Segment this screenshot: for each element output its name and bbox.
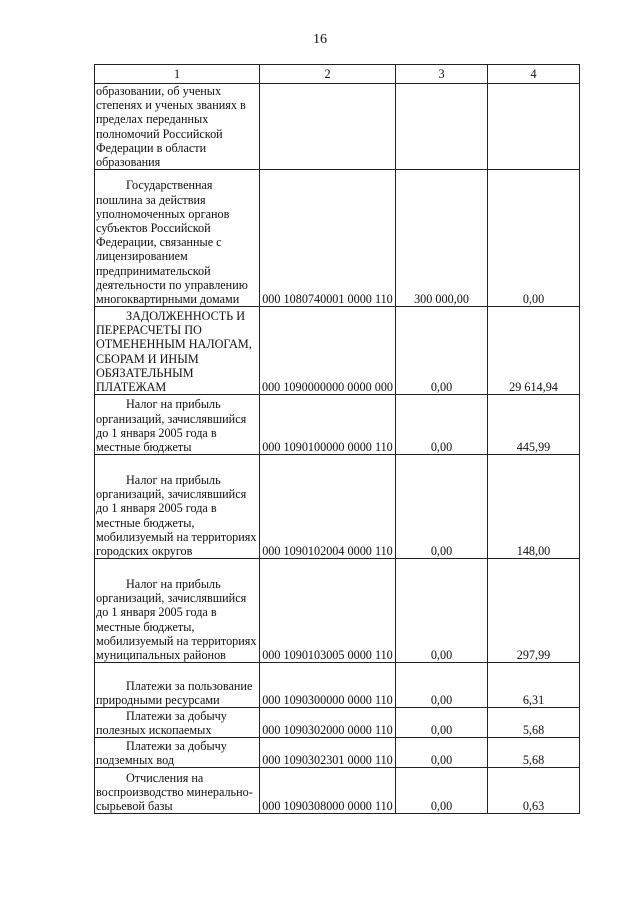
table-row bbox=[95, 738, 580, 768]
row-code: 000 1080740001 0000 110 bbox=[260, 170, 396, 307]
row-actual-value: 148,00 bbox=[488, 455, 580, 559]
row-actual-value: 297,99 bbox=[488, 559, 580, 663]
row-actual-value: 6,31 bbox=[488, 663, 580, 708]
row-name: Платежи за добычу подземных вод bbox=[95, 738, 260, 768]
row-name: Налог на прибыль организаций, зачислявшийся до 1 января 2005 года в местные бюджеты, мобилизуемый на территориях муниципальных районов bbox=[95, 559, 260, 663]
page-number: 16 bbox=[313, 32, 327, 47]
row-actual-value: 0,00 bbox=[488, 170, 580, 307]
row-plan-value: 0,00 bbox=[396, 738, 488, 768]
table-row bbox=[95, 559, 580, 663]
row-plan-value: 0,00 bbox=[396, 395, 488, 455]
row-name: Платежи за добычу полезных ископаемых bbox=[95, 708, 260, 738]
row-name: Платежи за пользование природными ресурсами bbox=[95, 663, 260, 708]
row-code: 000 1090308000 0000 110 bbox=[260, 768, 396, 814]
row-plan-value: 0,00 bbox=[396, 559, 488, 663]
row-actual-value bbox=[488, 84, 580, 170]
row-plan-value: 0,00 bbox=[396, 768, 488, 814]
header-col-3: 3 bbox=[396, 65, 488, 84]
row-name: Налог на прибыль организаций, зачислявшийся до 1 января 2005 года в местные бюджеты bbox=[95, 395, 260, 455]
row-actual-value: 29 614,94 bbox=[488, 307, 580, 395]
table-row bbox=[95, 708, 580, 738]
row-plan-value: 300 000,00 bbox=[396, 170, 488, 307]
row-actual-value: 5,68 bbox=[488, 708, 580, 738]
row-plan-value: 0,00 bbox=[396, 708, 488, 738]
row-code: 000 1090000000 0000 000 bbox=[260, 307, 396, 395]
table-row bbox=[95, 170, 580, 307]
table-row bbox=[95, 455, 580, 559]
row-code: 000 1090103005 0000 110 bbox=[260, 559, 396, 663]
header-col-1: 1 bbox=[95, 65, 260, 84]
row-code: 000 1090300000 0000 110 bbox=[260, 663, 396, 708]
table-header-row bbox=[95, 65, 580, 84]
row-actual-value: 5,68 bbox=[488, 738, 580, 768]
row-code: 000 1090302301 0000 110 bbox=[260, 738, 396, 768]
table-row bbox=[95, 768, 580, 814]
table-row bbox=[95, 395, 580, 455]
row-actual-value: 0,63 bbox=[488, 768, 580, 814]
header-col-4: 4 bbox=[488, 65, 580, 84]
row-code: 000 1090302000 0000 110 bbox=[260, 708, 396, 738]
row-name: Отчисления на воспроизводство минерально-сырьевой базы bbox=[95, 768, 260, 814]
header-col-2: 2 bbox=[260, 65, 396, 84]
row-code: 000 1090100000 0000 110 bbox=[260, 395, 396, 455]
revenue-table bbox=[94, 64, 580, 814]
row-name: Государственная пошлина за действия уполномоченных органов субъектов Российской Федерации, связанные с лицензированием предпринимательской деятельности по управлению многоквартирными домами bbox=[95, 170, 260, 307]
row-name: Налог на прибыль организаций, зачислявшийся до 1 января 2005 года в местные бюджеты, мобилизуемый на территориях городских округов bbox=[95, 455, 260, 559]
row-code: 000 1090102004 0000 110 bbox=[260, 455, 396, 559]
row-code bbox=[260, 84, 396, 170]
row-actual-value: 445,99 bbox=[488, 395, 580, 455]
row-plan-value: 0,00 bbox=[396, 663, 488, 708]
row-plan-value: 0,00 bbox=[396, 307, 488, 395]
table-row bbox=[95, 307, 580, 395]
table-row bbox=[95, 663, 580, 708]
row-plan-value bbox=[396, 84, 488, 170]
row-name: ЗАДОЛЖЕННОСТЬ И ПЕРЕРАСЧЕТЫ ПО ОТМЕНЕННЫМ НАЛОГАМ, СБОРАМ И ИНЫМ ОБЯЗАТЕЛЬНЫМ ПЛАТЕЖАМ bbox=[95, 307, 260, 395]
row-name: образовании, об ученых степенях и ученых званиях в пределах переданных полномочий Российской Федерации в области образования bbox=[95, 84, 260, 170]
table-row bbox=[95, 84, 580, 170]
row-plan-value: 0,00 bbox=[396, 455, 488, 559]
